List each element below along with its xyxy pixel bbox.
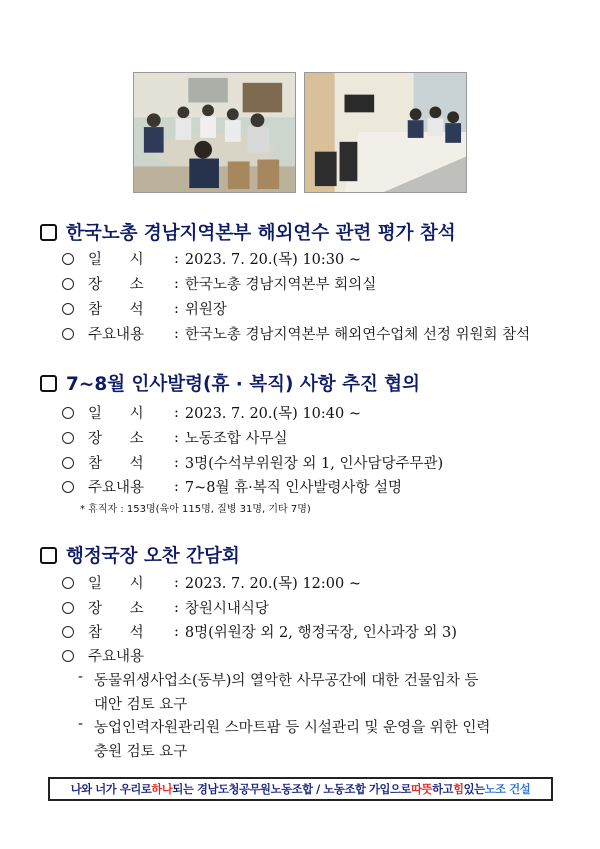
item-value: 3명(수석부위원장 외 1, 인사담당주무관) — [184, 456, 444, 472]
dash-bullet: - — [78, 669, 83, 685]
slogan-text: 나와 너가 우리로 — [70, 783, 152, 796]
footnote: * 휴직자 : 153명(육아 115명, 질병 31명, 기타 7명) — [80, 504, 311, 515]
sub-item — [78, 669, 479, 714]
section-title-3 — [40, 542, 240, 568]
list-item: 일 시 : 2023. 7. 20.(목) 12:00 ~ — [62, 572, 361, 593]
slogan-banner — [48, 777, 553, 801]
circle-bullet-icon — [62, 407, 74, 419]
item-value: 노동조합 사무실 — [184, 431, 288, 447]
list-item: 장 소 : 한국노총 경남지역본부 회의실 — [62, 273, 376, 294]
slogan-highlight: 하나 — [151, 783, 173, 796]
checkbox-icon — [40, 375, 57, 392]
item-value: 한국노총 경남지역본부 해외연수업체 선정 위원회 참석 — [184, 327, 531, 343]
list-item — [62, 645, 144, 666]
item-label: 주요내용 — [88, 480, 145, 496]
list-item: 참 석 : 위원장 — [62, 298, 227, 319]
circle-bullet-icon — [62, 481, 74, 493]
circle-bullet-icon — [62, 328, 74, 340]
list-item: 일 시 : 2023. 7. 20.(목) 10:40 ~ — [62, 402, 361, 423]
slogan-text: 있는 — [463, 783, 485, 796]
item-label: 주요내용 — [88, 649, 145, 665]
section-title-text: 7~8월 인사발령(휴 · 복직) 사항 추진 협의 — [66, 374, 421, 395]
circle-bullet-icon — [62, 650, 74, 662]
list-item: 주요내용 : 한국노총 경남지역본부 해외연수업체 선정 위원회 참석 — [62, 323, 530, 344]
circle-bullet-icon — [62, 457, 74, 469]
item-label: 참 석 — [88, 302, 144, 318]
circle-bullet-icon — [62, 278, 74, 290]
sub-item-line: 대안 검토 요구 — [94, 697, 188, 713]
list-item: 참 석 : 3명(수석부위원장 외 1, 인사담당주무관) — [62, 452, 443, 473]
meeting-photo-left — [133, 72, 296, 193]
item-label: 장 소 — [88, 431, 144, 447]
item-label: 일 시 — [88, 406, 144, 422]
item-value: 위원장 — [184, 302, 227, 318]
item-value: 8명(위원장 외 2, 행정국장, 인사과장 외 3) — [184, 625, 457, 641]
meeting-photo-right — [304, 72, 467, 193]
item-value: 7~8월 휴·복직 인사발령사항 설명 — [184, 480, 403, 496]
sub-item-line: 농업인력자원관리원 스마트팜 등 시설관리 및 운영을 위한 인력 — [94, 720, 491, 736]
item-label: 장 소 — [88, 601, 144, 617]
slogan-highlight: 노조 건설 — [484, 783, 531, 796]
checkbox-icon — [40, 547, 57, 564]
circle-bullet-icon — [62, 577, 74, 589]
item-value: 2023. 7. 20.(목) 10:30 ~ — [184, 252, 361, 268]
slogan-text: 하고 — [432, 783, 454, 796]
item-value: 창원시내식당 — [184, 601, 269, 617]
circle-bullet-icon — [62, 303, 74, 315]
sub-item-line: 충원 검토 요구 — [94, 744, 188, 760]
section-title-text: 한국노총 경남지역본부 해외연수 관련 평가 참석 — [66, 223, 456, 244]
item-value: 한국노총 경남지역본부 회의실 — [184, 277, 377, 293]
list-item: 장 소 : 노동조합 사무실 — [62, 427, 288, 448]
item-label: 참 석 — [88, 625, 144, 641]
circle-bullet-icon — [62, 626, 74, 638]
item-label: 일 시 — [88, 252, 144, 268]
sub-item-line: 동물위생사업소(동부)의 열악한 사무공간에 대한 건물임차 등 — [94, 673, 479, 689]
slogan-highlight: 따뜻 — [411, 783, 433, 796]
slogan-text: 되는 경남도청공무원노동조합 / 노동조합 가입으로 — [172, 783, 412, 796]
circle-bullet-icon — [62, 602, 74, 614]
sub-item — [78, 716, 490, 761]
slogan-highlight: 힘 — [453, 783, 464, 796]
circle-bullet-icon — [62, 432, 74, 444]
list-item: 주요내용 : 7~8월 휴·복직 인사발령사항 설명 — [62, 476, 402, 497]
item-label: 주요내용 — [88, 327, 145, 343]
photo-row — [133, 72, 467, 193]
list-item: 참 석 : 8명(위원장 외 2, 행정국장, 인사과장 외 3) — [62, 621, 457, 642]
circle-bullet-icon — [62, 253, 74, 265]
item-label: 참 석 — [88, 456, 144, 472]
list-item: 일 시 : 2023. 7. 20.(목) 10:30 ~ — [62, 248, 361, 269]
item-value: 2023. 7. 20.(목) 10:40 ~ — [184, 406, 361, 422]
checkbox-icon — [40, 224, 57, 241]
section-title-text: 행정국장 오찬 간담회 — [66, 546, 240, 567]
item-label: 일 시 — [88, 576, 144, 592]
list-item: 장 소 : 창원시내식당 — [62, 597, 269, 618]
item-value: 2023. 7. 20.(목) 12:00 ~ — [184, 576, 361, 592]
section-title-2 — [40, 370, 420, 396]
section-title-1 — [40, 219, 456, 245]
dash-bullet: - — [78, 716, 83, 732]
item-label: 장 소 — [88, 277, 144, 293]
